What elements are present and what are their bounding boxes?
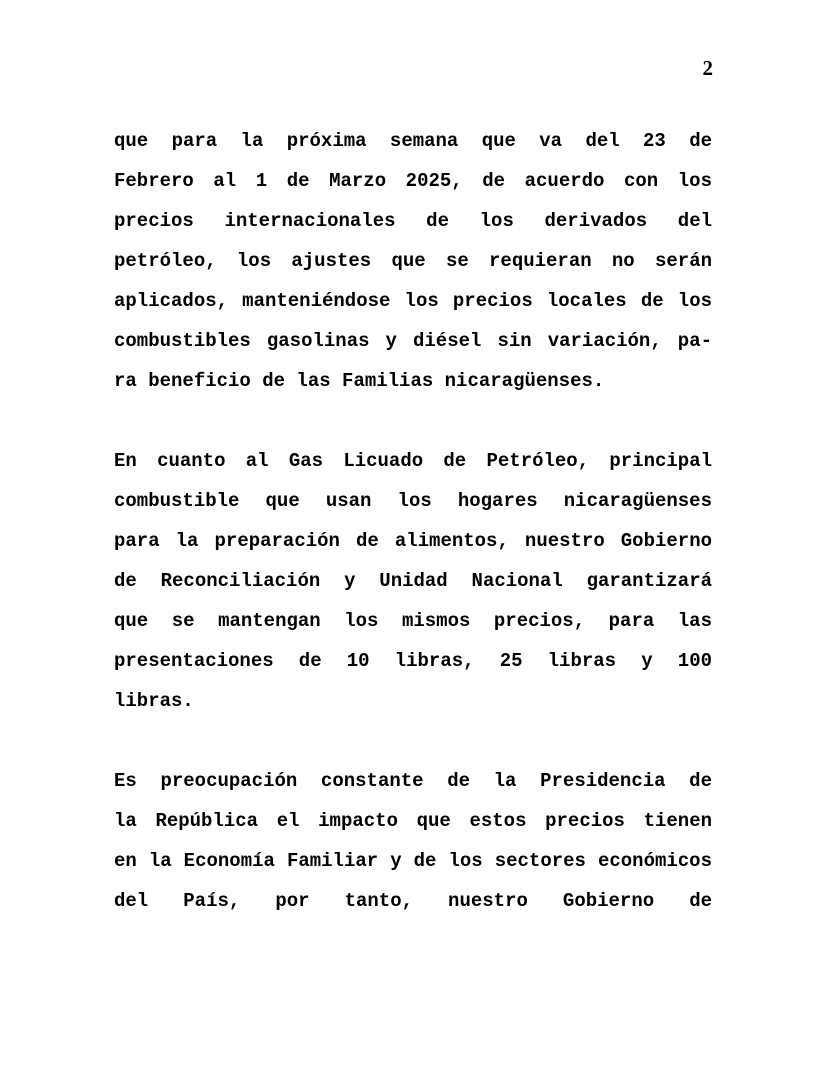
text-line: combustible que usan los hogares nicaragüenses (114, 490, 712, 512)
text-line: petróleo, los ajustes que se requieran no serán (114, 250, 712, 272)
text-line: precios internacionales de los derivados del (114, 210, 712, 232)
text-line: En cuanto al Gas Licuado de Petróleo, principal (114, 450, 712, 472)
text-line: presentaciones de 10 libras, 25 libras y 100 (114, 650, 712, 672)
text-line: en la Economía Familiar y de los sectores económicos (114, 850, 712, 872)
text-line: ra beneficio de las Familias nicaragüenses. (114, 370, 605, 392)
paragraph (114, 121, 712, 401)
text-line: la República el impacto que estos precios tienen (114, 810, 712, 832)
page-number: 2 (702, 56, 713, 80)
text-line: del País, por tanto, nuestro Gobierno de (114, 890, 712, 912)
text-line: Febrero al 1 de Marzo 2025, de acuerdo con los (114, 170, 712, 192)
text-line: aplicados, manteniéndose los precios locales de los (114, 290, 712, 312)
text-line: de Reconciliación y Unidad Nacional garantizará (114, 570, 712, 592)
text-line: libras. (114, 690, 194, 712)
paragraph (114, 761, 712, 921)
text-line: que para la próxima semana que va del 23 de (114, 130, 712, 152)
text-line: que se mantengan los mismos precios, para las (114, 610, 712, 632)
text-line: Es preocupación constante de la Presidencia de (114, 770, 712, 792)
document-body (114, 121, 712, 921)
paragraph (114, 441, 712, 721)
text-line: para la preparación de alimentos, nuestro Gobierno (114, 530, 712, 552)
text-line: combustibles gasolinas y diésel sin variación, pa- (114, 330, 712, 352)
